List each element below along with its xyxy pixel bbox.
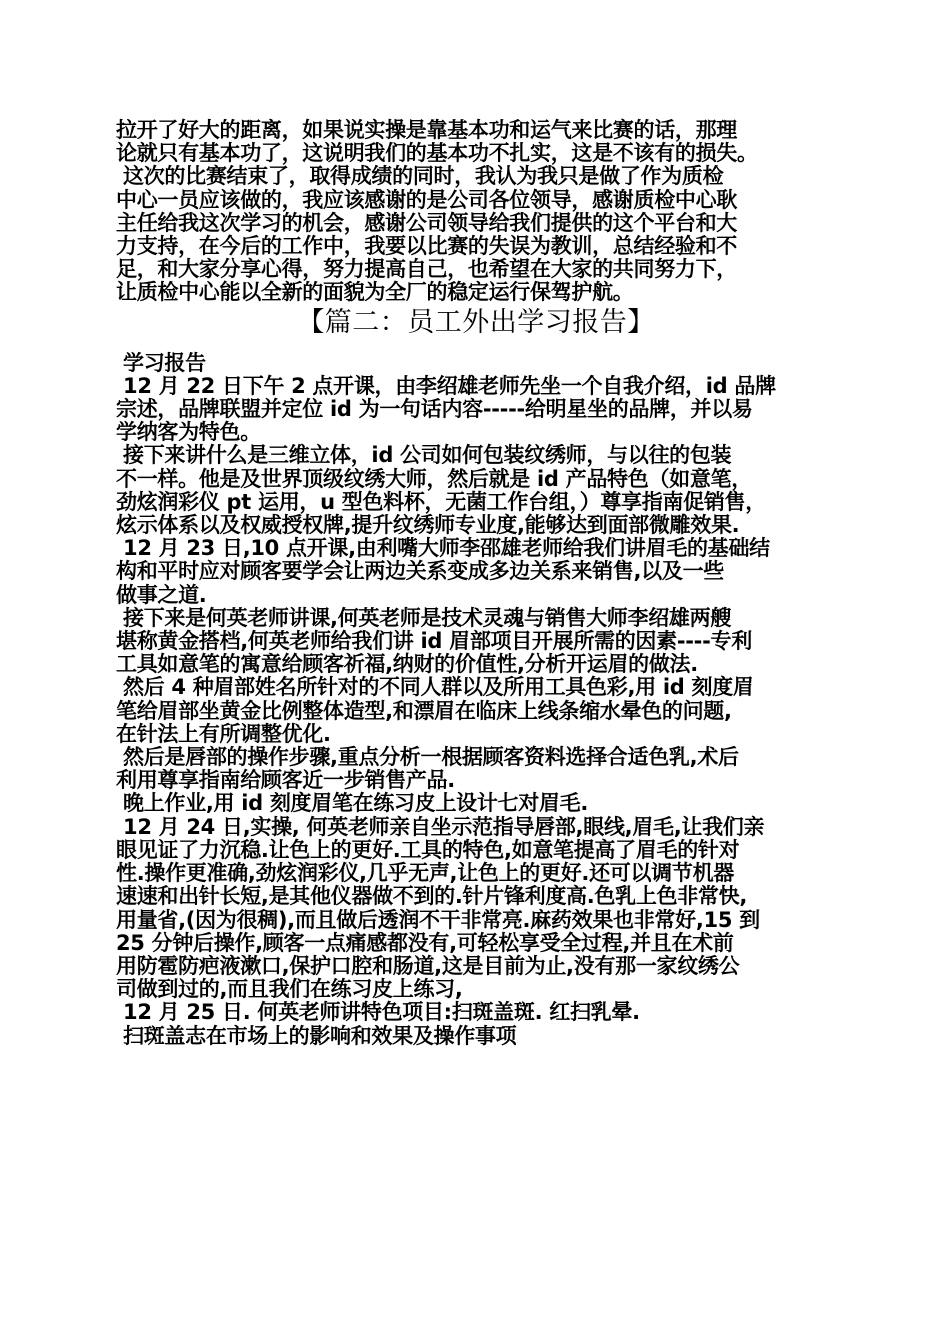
report-paragraph-3d: 接下来讲什么是三维立体，id 公司如何包装纹绣师，与以往的包装 不一样。他是及世界顶级纹绣大师，然后就是 id 产品特色（如意笔， 劲炫润彩仪 pt 运用，u 型色料杯，无菌工作台组，）尊享指南促销售， 炫示体系以及权威授权牌,提升纹绣师专业度,能够达到面部微雕效果.: [116, 443, 766, 538]
report-paragraph-dec23: 12 月 23 日,10 点开课,由利嘴大师李邵雄老师给我们讲眉毛的基础结 构和平时应对顾客要学会让两边关系变成多边关系来销售,以及一些 做事之道.: [116, 536, 770, 607]
intro-paragraph-2: 这次的比赛结束了，取得成绩的同时，我认为我只是做了作为质检 中心一员应该做的，我应该感谢的是公司各位领导，感谢质检中心耿 主任给我这次学习的机会，感谢公司领导给我们提供的这个平台和大 力支持，在今后的工作中，我要以比赛的失误为教训，总结经验和不 足，和大家分享心得，努力提高自己，也希望在大家的共同努力下， 让质检中心能以全新的面貌为全厂的稳定运行保驾护航。: [116, 164, 737, 305]
document-page: [116, 0, 836, 1048]
report-heading: 学习报告: [116, 350, 206, 375]
report-paragraph-dec22: 12 月 22 日下午 2 点开课，由李绍雄老师先坐一个自我介绍，id 品牌 宗述，品牌联盟并定位 id 为一句话内容-----给明星坐的品牌，并以易 学纳客为特色。: [116, 373, 776, 445]
report-paragraph-spots: 扫斑盖志在市场上的影响和效果及操作事项: [116, 1023, 517, 1048]
report-paragraph-dec25: 12 月 25 日. 何英老师讲特色项目:扫斑盖斑. 红扫乳晕.: [116, 1000, 640, 1025]
report-paragraph-dec24: 12 月 24 日,实操, 何英老师亲自坐示范指导唇部,眼线,眉毛,让我们亲 眼见证了力沉稳.让色上的更好.工具的特色,如意笔提高了眉毛的针对 性.操作更准确,劲炫润彩仪,几乎无声,让色上的更好.还可以调节机器 速速和出针长短,是其他仪器做不到的.针片锋利度高.色乳上色非常快, 用量省,(因为很稠),而且做后透润不干非常亮.麻药效果也非常好,15 到 25 分钟后操作,顾客一点痛感都没有,可轻松享受全过程,并且在术前 用防雹防疤液漱口,保护口腔和肠道,这是目前为止,没有那一家纹绣公 司做到过的,而且我们在练习皮上练习,: [116, 814, 765, 1002]
section-title: 【篇二：员工外出学习报告】: [297, 306, 655, 338]
report-paragraph-lips: 然后是唇部的操作步骤,重点分析一根据顾客资料选择合适色乳,术后 利用尊享指南给顾客近一步销售产品.: [116, 745, 739, 793]
intro-paragraph-1: 拉开了好大的距离，如果说实操是靠基本功和运气来比赛的话，那理 论就只有基本功了，这说明我们的基本功不扎实，这是不该有的损失。: [116, 118, 758, 166]
report-paragraph-brows: 然后 4 种眉部姓名所针对的不同人群以及所用工具色彩,用 id 刻度眉 笔给眉部坐黄金比例整体造型,和漂眉在临床上线条缩水晕色的问题, 在针法上有所调整优化.: [116, 675, 754, 746]
report-paragraph-homework: 晚上作业,用 id 刻度眉笔在练习皮上设计七对眉毛.: [116, 791, 589, 816]
report-paragraph-heying: 接下来是何英老师讲课,何英老师是技术灵魂与销售大师李绍雄两艘 堪称黄金搭档,何英老师给我们讲 id 眉部项目开展所需的因素----专利 工具如意笔的寓意给顾客祈福,纳财的价值性,分析开运眉的做法.: [116, 605, 752, 677]
